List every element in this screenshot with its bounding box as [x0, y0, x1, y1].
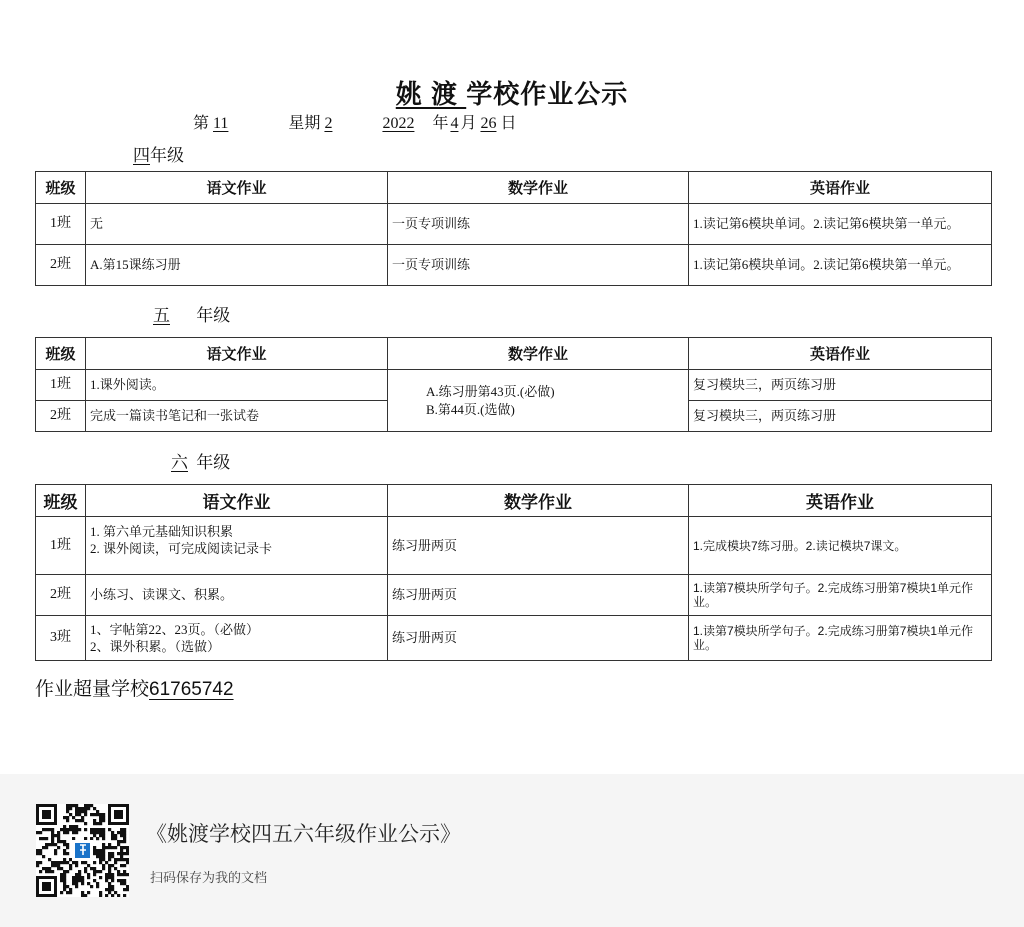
- date-line: [193, 110, 516, 133]
- class-cell: 3班: [36, 616, 86, 661]
- table-row: [36, 616, 992, 661]
- chinese-line: 2、课外积累。（选做）: [90, 639, 221, 654]
- header-english: 英语作业: [689, 338, 992, 370]
- chinese-cell: [86, 517, 388, 575]
- chinese-cell: 1.课外阅读。: [86, 370, 388, 401]
- header-class: 班级: [36, 338, 86, 370]
- english-cell: 1.读第7模块所学句子。2.完成练习册第7模块1单元作业。: [689, 575, 992, 616]
- document-title[interactable]: 《姚渡学校四五六年级作业公示》: [146, 823, 461, 846]
- header-class: 班级: [36, 485, 86, 517]
- header-math: 数学作业: [388, 172, 689, 204]
- overload-phone: 61765742: [149, 679, 234, 700]
- class-cell: 1班: [36, 370, 86, 401]
- class-cell: 2班: [36, 575, 86, 616]
- grade4-label: [133, 141, 184, 166]
- english-cell: 1.读记第6模块单词。2.读记第6模块第一单元。: [689, 204, 992, 245]
- qr-code-icon[interactable]: [36, 804, 129, 897]
- class-cell: 2班: [36, 245, 86, 286]
- math-shared-cell: [388, 370, 689, 432]
- year-suffix: 年: [432, 115, 449, 132]
- math-cell: 练习册两页: [388, 517, 689, 575]
- header-class: 班级: [36, 172, 86, 204]
- table-header-row: [36, 338, 992, 370]
- week-prefix: 第: [193, 115, 210, 132]
- year: 2022: [382, 115, 415, 132]
- month: 4: [450, 115, 459, 132]
- chinese-line: 1、字帖第22、23页。（必做）: [90, 622, 260, 637]
- english-cell: 1.读第7模块所学句子。2.完成练习册第7模块1单元作业。: [689, 616, 992, 661]
- overload-school-line: [35, 674, 244, 701]
- english-cell: 复习模块三，两页练习册: [689, 401, 992, 432]
- english-cell: 1.完成模块7练习册。2.读记模块7课文。: [689, 517, 992, 575]
- math-cell: 一页专项训练: [388, 245, 689, 286]
- chinese-cell: A.第15课练习册: [86, 245, 388, 286]
- weekday-number: 2: [324, 115, 333, 132]
- table-row: [36, 575, 992, 616]
- math-line: B.第44页.(选做): [426, 401, 515, 417]
- header-english: 英语作业: [689, 485, 992, 517]
- chinese-line: 1. 第六单元基础知识积累: [90, 524, 234, 539]
- week-number: 11: [213, 115, 229, 132]
- day-suffix: 日: [500, 115, 517, 132]
- grade6-suffix: 年级: [196, 453, 231, 472]
- table-row: [36, 245, 992, 286]
- grade4-suffix: 年级: [150, 146, 184, 165]
- table-row: [36, 370, 992, 401]
- grade5-number: 五: [153, 306, 170, 325]
- grade6-number: 六: [171, 453, 188, 472]
- table-row: [36, 517, 992, 575]
- month-suffix: 月: [460, 115, 477, 132]
- class-cell: 2班: [36, 401, 86, 432]
- scan-to-save-hint: 扫码保存为我的文档: [150, 870, 268, 885]
- header-chinese: 语文作业: [86, 485, 388, 517]
- weekday-prefix: 星期: [288, 115, 321, 132]
- overload-label: 作业超量学校: [35, 679, 150, 700]
- title-rest: 学校作业公示: [466, 79, 629, 109]
- class-cell: 1班: [36, 204, 86, 245]
- grade5-label: [131, 301, 230, 326]
- share-footer: [0, 774, 1024, 927]
- grade4-number: 四: [133, 146, 150, 165]
- english-cell: 1.读记第6模块单词。2.读记第6模块第一单元。: [689, 245, 992, 286]
- chinese-line: 小练习、读课文、积累。: [90, 587, 234, 602]
- header-chinese: 语文作业: [86, 338, 388, 370]
- math-cell: 一页专项训练: [388, 204, 689, 245]
- page-title: [0, 74, 1024, 111]
- grade5-suffix: 年级: [196, 306, 231, 325]
- header-math: 数学作业: [388, 485, 689, 517]
- day: 26: [480, 115, 497, 132]
- school-name: 姚 渡: [395, 79, 467, 109]
- header-english: 英语作业: [689, 172, 992, 204]
- english-cell: 复习模块三，两页练习册: [689, 370, 992, 401]
- math-line: A.练习册第43页.(必做): [426, 383, 555, 399]
- chinese-cell: 无: [86, 204, 388, 245]
- chinese-cell: [86, 616, 388, 661]
- math-cell: 练习册两页: [388, 575, 689, 616]
- chinese-cell: 完成一篇读书笔记和一张试卷: [86, 401, 388, 432]
- header-chinese: 语文作业: [86, 172, 388, 204]
- grade6-table: [35, 484, 992, 661]
- grade5-table: [35, 337, 992, 432]
- table-row: [36, 204, 992, 245]
- chinese-cell: [86, 575, 388, 616]
- grade4-table: [35, 171, 992, 286]
- header-math: 数学作业: [388, 338, 689, 370]
- table-header-row: [36, 172, 992, 204]
- grade6-label: [151, 448, 230, 473]
- class-cell: 1班: [36, 517, 86, 575]
- chinese-line: 2. 课外阅读，可完成阅读记录卡: [90, 541, 273, 556]
- math-cell: 练习册两页: [388, 616, 689, 661]
- table-header-row: [36, 485, 992, 517]
